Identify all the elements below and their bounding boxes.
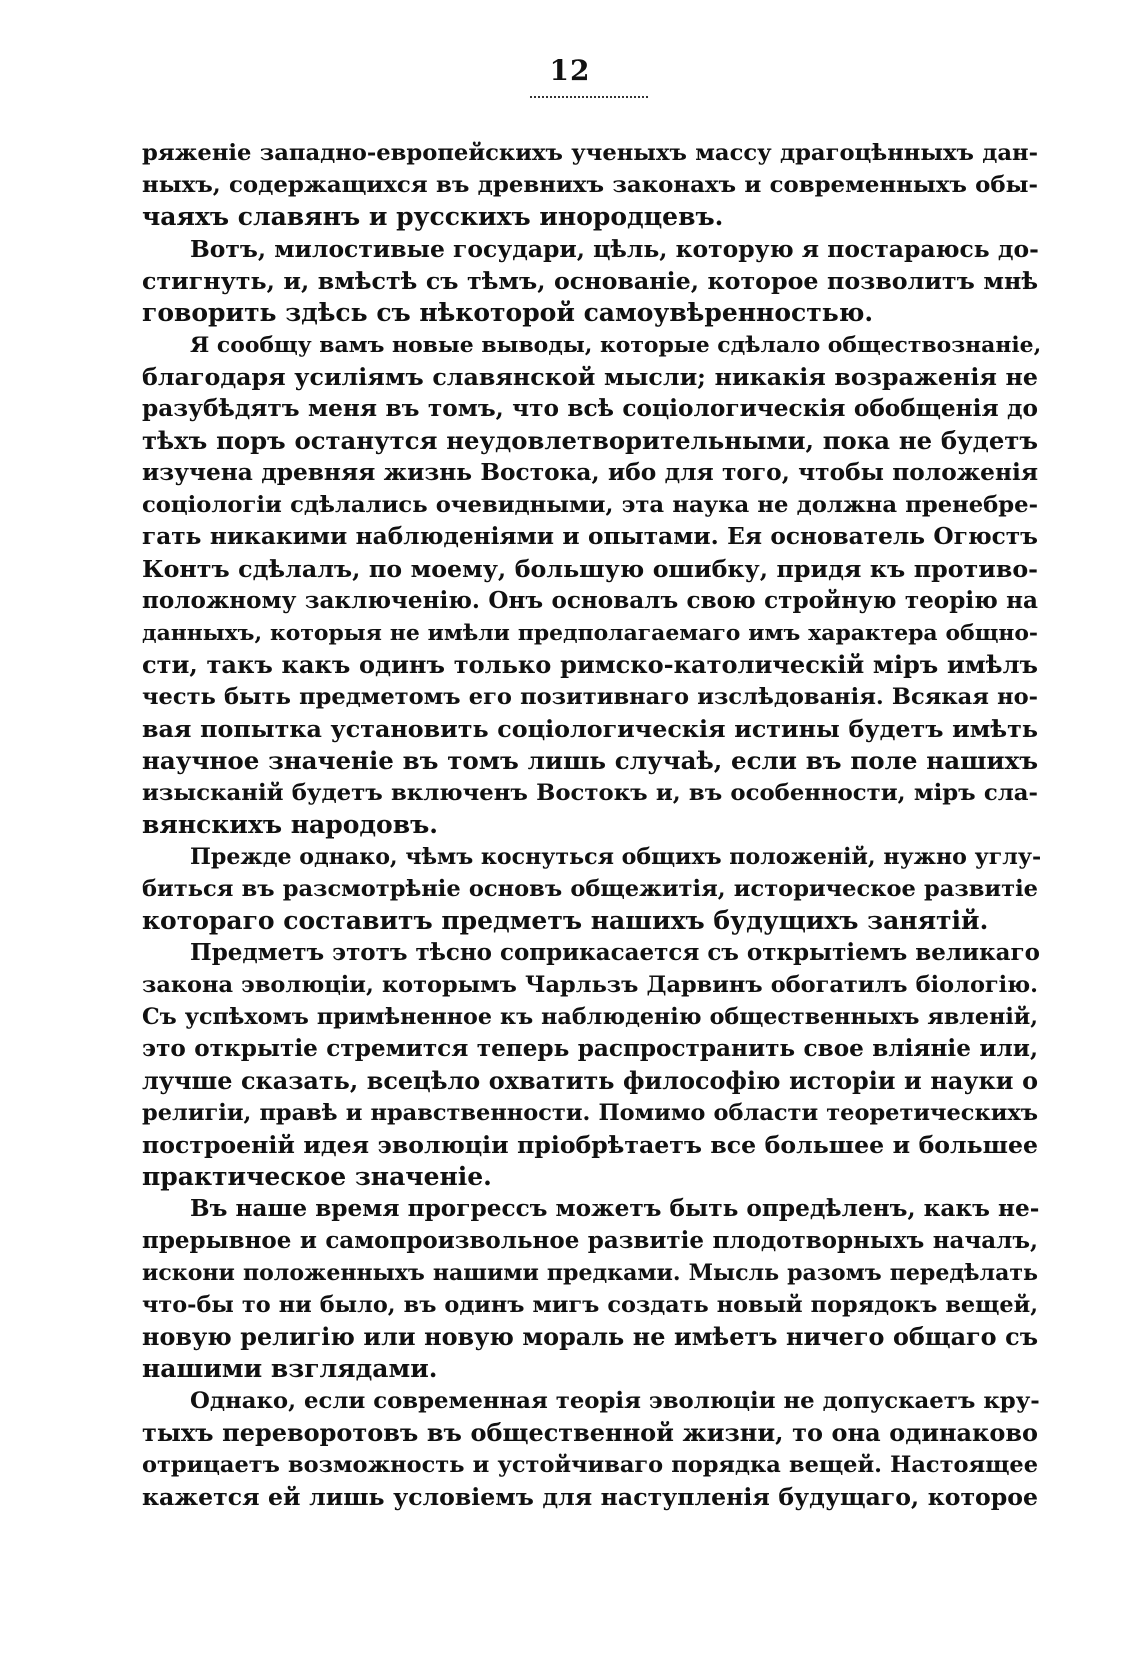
text-line: вянскихъ народовъ. — [142, 810, 438, 839]
text-line: положному заключенію. Онъ основалъ свою стройную теорію на — [142, 587, 1038, 614]
text-line: кажется ей лишь условіемъ для наступленія будущаго, которое — [142, 1483, 1038, 1511]
text-line: биться въ разсмотрѣніе основъ общежитія, историческое развитіе — [142, 876, 1038, 902]
paragraph — [142, 329, 1042, 841]
text-line: разубѣдятъ меня въ томъ, что всѣ соціологическія обобщенія до — [142, 395, 1038, 422]
text-line: Однако, если современная теорія эволюціи не допускаетъ кру- — [190, 1388, 1040, 1414]
text-line: котораго составитъ предметъ нашихъ будущихъ занятій. — [142, 906, 989, 935]
page-number: 12 — [549, 54, 591, 87]
text-line: чаяхъ славянъ и русскихъ инородцевъ. — [142, 202, 724, 231]
text-line: стигнуть, и, вмѣстѣ съ тѣмъ, основаніе, которое позволитъ мнѣ — [142, 267, 1038, 295]
body-text — [142, 137, 1042, 1513]
text-line: Прежде однако, чѣмъ коснуться общихъ положеній, нужно углу- — [190, 844, 1042, 870]
text-line: закона эволюціи, которымъ Чарльзъ Дарвинъ обогатилъ біологію. — [142, 972, 1038, 998]
text-line: что-бы то ни было, въ одинъ мигъ создать новый порядокъ вещей, — [142, 1292, 1038, 1318]
text-line: Вотъ, милостивые государи, цѣль, которую я постараюсь до- — [190, 235, 1039, 263]
paragraph — [142, 233, 1038, 329]
text-line: сти, такъ какъ одинъ только римско-католическій міръ имѣлъ — [142, 650, 1038, 679]
text-line: говорить здѣсь съ нѣкоторой самоувѣренностью. — [142, 298, 874, 327]
text-line: прерывное и самопроизвольное развитіе плодотворныхъ началъ, — [142, 1227, 1038, 1254]
text-line: Съ успѣхомъ примѣненное къ наблюденію общественныхъ явленій, — [142, 1004, 1038, 1030]
text-line: вая попытка установить соціологическія истины будетъ имѣть — [142, 715, 1038, 743]
text-line: данныхъ, которыя не имѣли предполагаемаго имъ характера общно- — [142, 620, 1038, 646]
text-line: построеній идея эволюціи пріобрѣтаетъ все большее и большее — [142, 1131, 1038, 1159]
text-line: соціологіи сдѣлались очевидными, эта наука не должна пренебре- — [142, 492, 1038, 518]
text-line: нашими взглядами. — [142, 1354, 438, 1383]
text-line: ряженіе западно-европейскихъ ученыхъ массу драгоцѣнныхъ дан- — [142, 140, 1038, 166]
text-line: гать никакими наблюденіями и опытами. Ея основатель Огюстъ — [142, 523, 1038, 550]
text-line: Контъ сдѣлалъ, по моему, большую ошибку, придя къ противо- — [142, 555, 1038, 583]
text-line: Я сообщу вамъ новые выводы, которые сдѣлало обществознаніе, — [190, 332, 1042, 358]
text-line: это открытіе стремится теперь распространить свое вліяніе или, — [142, 1035, 1038, 1062]
paragraph — [142, 1193, 1038, 1385]
text-line: новую религію или новую мораль не имѣетъ ничего общаго съ — [142, 1323, 1038, 1351]
text-line: благодаря усиліямъ славянской мысли; никакія возраженія не — [142, 363, 1038, 391]
text-line: практическое значеніе. — [142, 1162, 492, 1191]
text-line: Предметъ этотъ тѣсно соприкасается съ открытіемъ великаго — [190, 939, 1040, 966]
paragraph — [142, 1385, 1038, 1513]
text-line: научное значеніе въ томъ лишь случаѣ, если въ поле нашихъ — [142, 746, 1038, 775]
text-line: религіи, правѣ и нравственности. Помимо области теоретическихъ — [142, 1100, 1038, 1126]
text-line: изысканій будетъ включенъ Востокъ и, въ особенности, міръ сла- — [142, 780, 1038, 806]
page-number-rule — [530, 96, 648, 98]
text-line: тыхъ переворотовъ въ общественной жизни, то она одинаково — [142, 1418, 1038, 1447]
text-line: изучена древняя жизнь Востока, ибо для того, чтобы положенія — [142, 459, 1038, 486]
text-line: честь быть предметомъ его позитивнаго изслѣдованія. Всякая но- — [142, 684, 1038, 710]
text-line: Въ наше время прогрессъ можетъ быть опредѣленъ, какъ не- — [190, 1195, 1040, 1222]
paragraph — [142, 937, 1038, 1193]
text-line: отрицаетъ возможность и устойчиваго порядка вещей. Настоящее — [142, 1452, 1038, 1478]
text-line: искони положенныхъ нашими предками. Мысль разомъ передѣлать — [142, 1260, 1038, 1286]
paragraph — [142, 841, 1042, 937]
text-line: тѣхъ поръ останутся неудовлетворительными, пока не будетъ — [142, 426, 1038, 455]
text-line: ныхъ, содержащихся въ древнихъ законахъ и современныхъ обы- — [142, 172, 1038, 198]
paragraph — [142, 137, 1038, 233]
text-line: лучше сказать, всецѣло охватить философію исторіи и науки о — [142, 1067, 1038, 1095]
